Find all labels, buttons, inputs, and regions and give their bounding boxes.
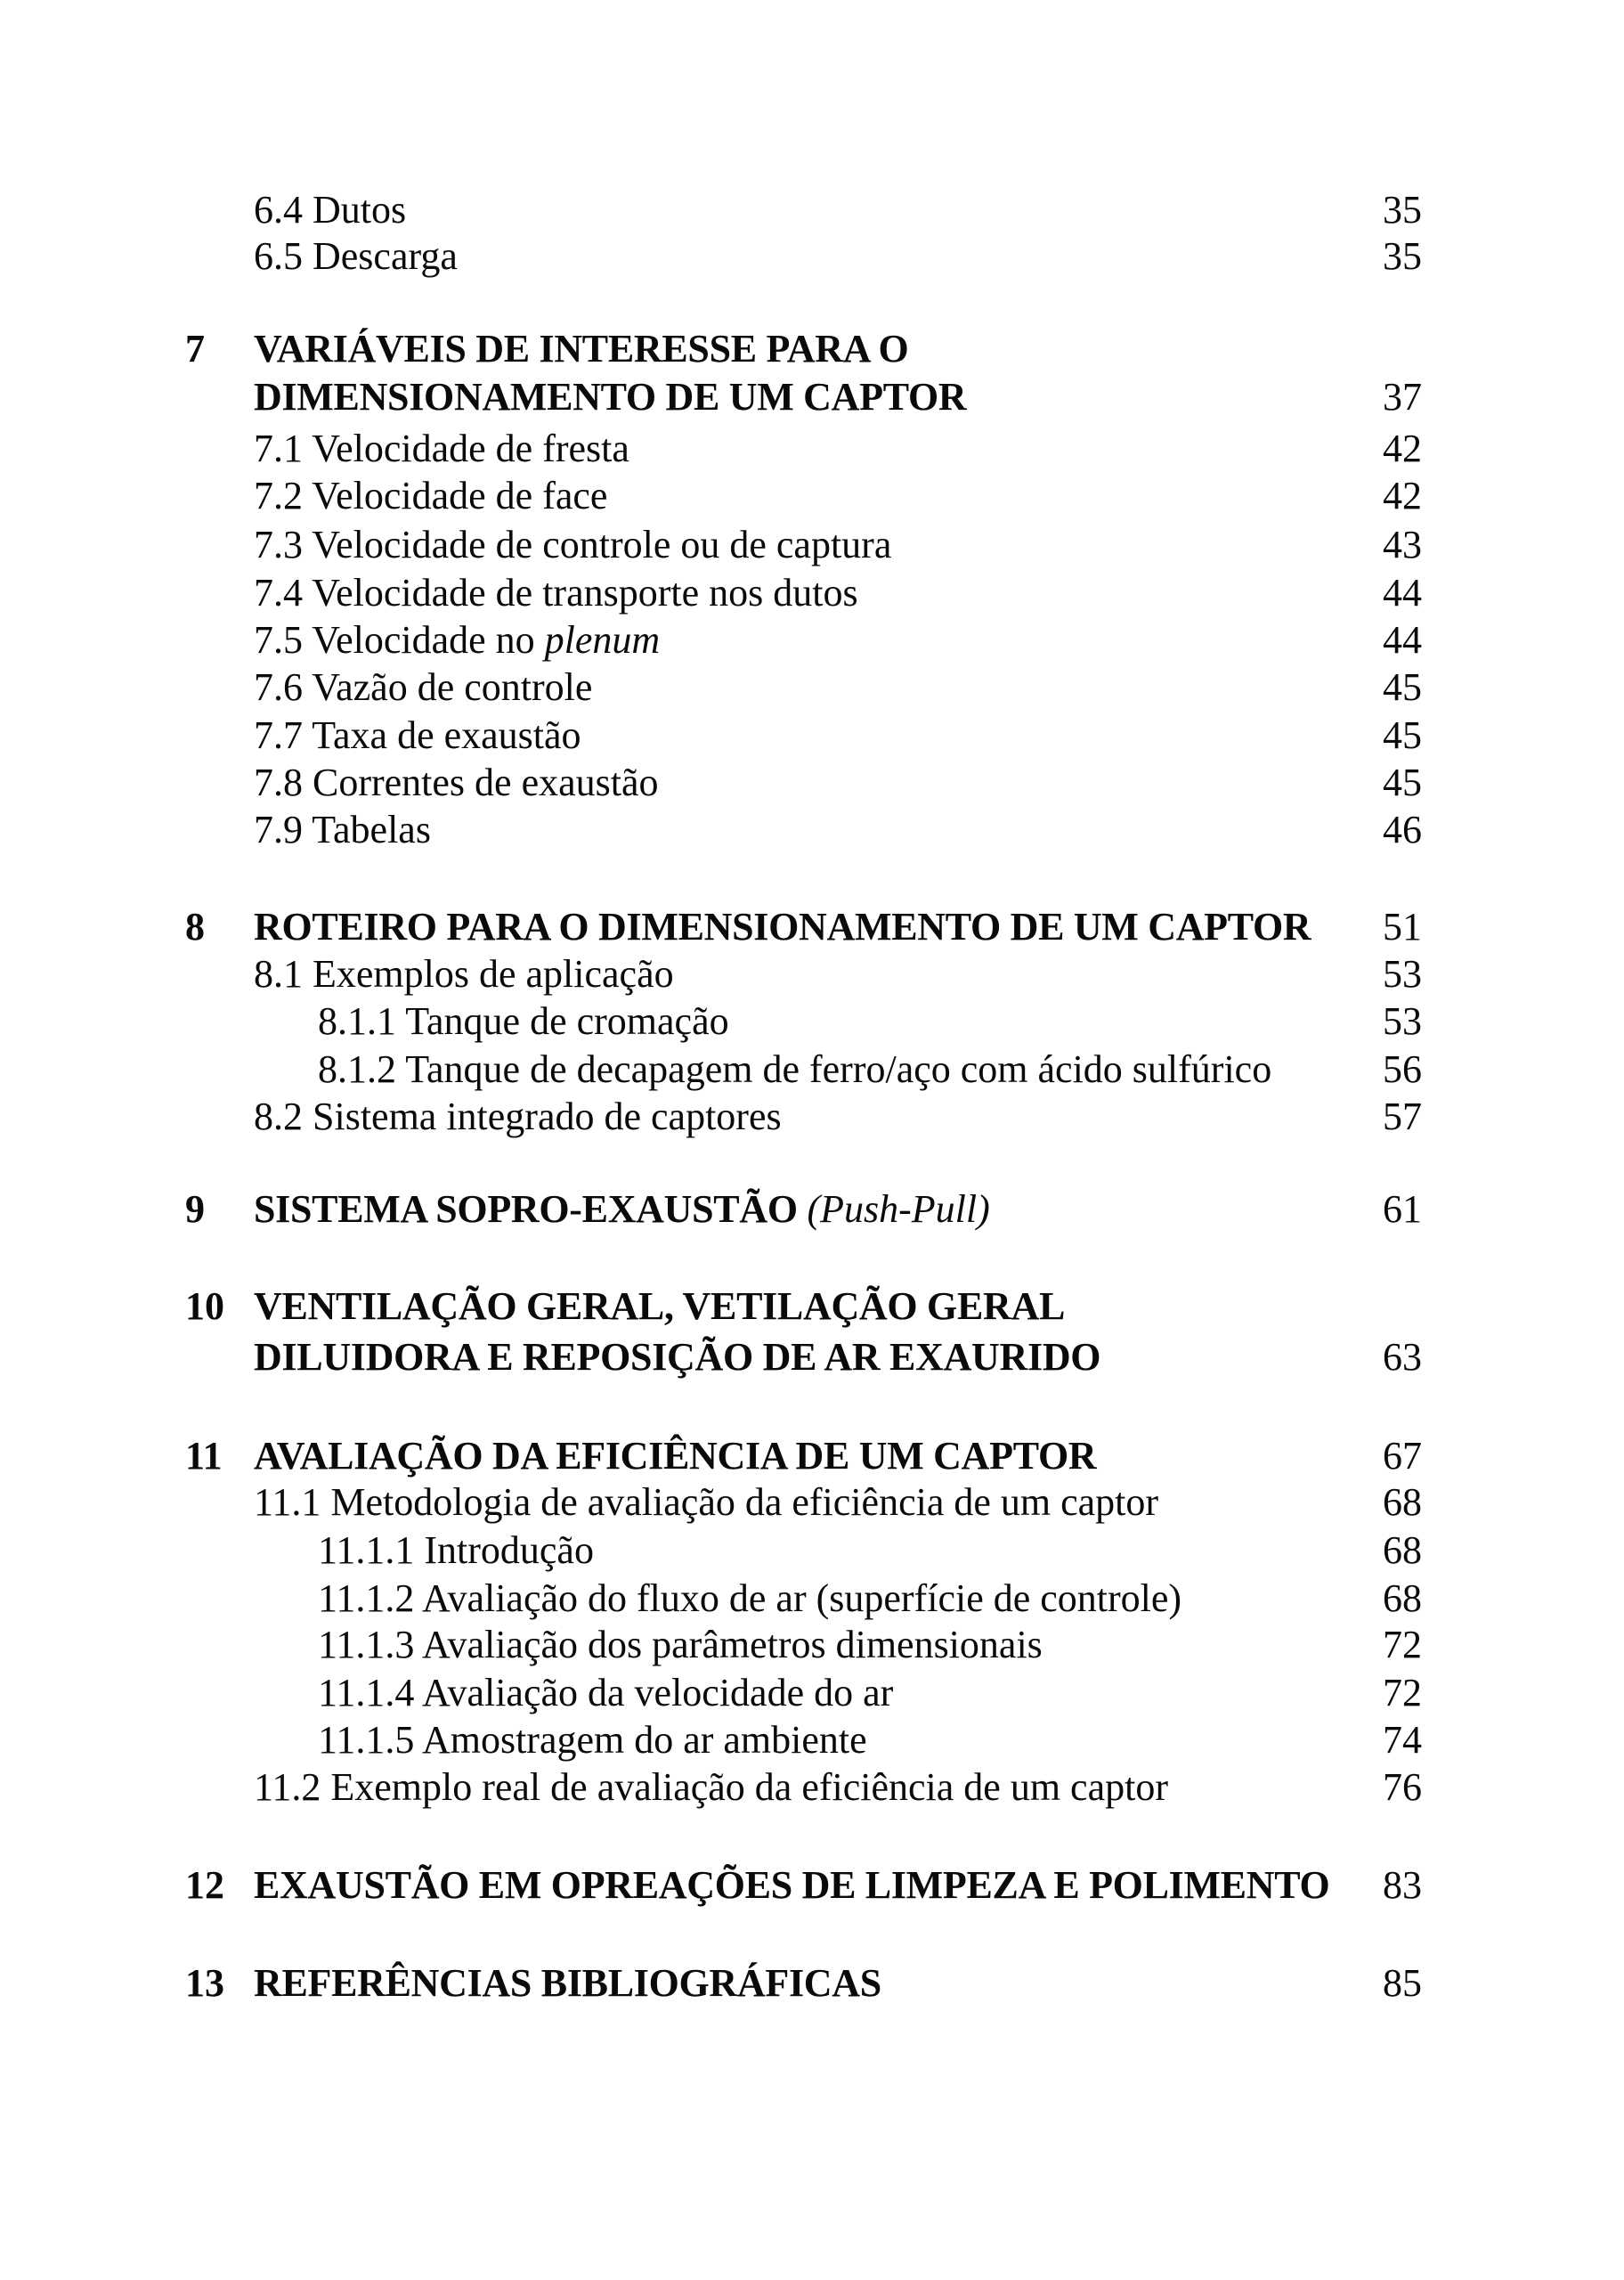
page-number: 74 <box>1383 1718 1422 1762</box>
toc-row <box>0 1527 1624 1575</box>
toc-row <box>0 1432 1624 1480</box>
toc-entry-text: 6.5 Descarga <box>254 234 458 278</box>
toc-entry-text: 8.1.2 Tanque de decapagem de ferro/aço com ácido sulfúrico <box>318 1047 1272 1091</box>
toc-entry-text: VARIÁVEIS DE INTERESSE PARA O <box>254 327 909 370</box>
toc-row <box>0 1621 1624 1669</box>
toc-entry-label <box>254 325 908 373</box>
page-number: 42 <box>1383 427 1422 470</box>
toc-row <box>0 373 1624 421</box>
toc-entry-label <box>254 616 660 664</box>
toc-entry-text: ROTEIRO PARA O DIMENSIONAMENTO DE UM CAPTOR <box>254 905 1311 949</box>
toc-entry-text: DILUIDORA E REPOSIÇÃO DE AR EXAURIDO <box>254 1335 1101 1379</box>
toc-row <box>0 806 1624 854</box>
toc-entry-label <box>254 712 581 760</box>
toc-entry-label <box>254 759 659 807</box>
page-number: 42 <box>1383 474 1422 517</box>
page-number: 45 <box>1383 665 1422 709</box>
toc-entry-text: 8.1 Exemplos de aplicação <box>254 952 674 996</box>
toc-row <box>0 1716 1624 1764</box>
toc-entry-label <box>318 998 729 1046</box>
page-number: 85 <box>1383 1961 1422 2005</box>
page-number: 45 <box>1383 713 1422 757</box>
page-number: 68 <box>1383 1576 1422 1620</box>
toc-row <box>0 1093 1624 1141</box>
toc-row <box>0 998 1624 1046</box>
toc-entry-text: 7.6 Vazão de controle <box>254 665 593 709</box>
toc-entry-label <box>254 950 674 998</box>
page-number: 35 <box>1383 188 1422 232</box>
toc-entry-label <box>318 1716 867 1764</box>
toc-row <box>0 325 1624 373</box>
toc-entry-text-italic: (Push-Pull) <box>807 1187 990 1231</box>
toc-entry-label <box>254 521 891 569</box>
toc-entry-text: REFERÊNCIAS BIBLIOGRÁFICAS <box>254 1961 881 2005</box>
toc-entry-text: 7.9 Tabelas <box>254 808 431 851</box>
toc-entry-label <box>254 1861 1329 1910</box>
page-number: 68 <box>1383 1528 1422 1572</box>
toc-entry-text: 7.7 Taxa de exaustão <box>254 713 581 757</box>
toc-row <box>0 1282 1624 1331</box>
page-number: 46 <box>1383 808 1422 851</box>
toc-entry-label <box>254 1478 1158 1527</box>
toc-entry-text: 7.5 Velocidade no <box>254 618 545 662</box>
toc-entry-label <box>254 1185 990 1234</box>
toc-entry-label <box>254 1959 881 2007</box>
toc-entry-label <box>254 1282 1065 1331</box>
toc-entry-label <box>318 1669 893 1717</box>
toc-entry-text: DIMENSIONAMENTO DE UM CAPTOR <box>254 375 967 419</box>
page-number: 45 <box>1383 761 1422 804</box>
toc-entry-label <box>318 1621 1043 1669</box>
page-number: 83 <box>1383 1863 1422 1907</box>
page-number: 53 <box>1383 999 1422 1043</box>
toc-entry-text: 11.2 Exemplo real de avaliação da eficiência de um captor <box>254 1765 1168 1809</box>
toc-row <box>0 1333 1624 1381</box>
page-number: 44 <box>1383 618 1422 662</box>
page-number: 51 <box>1383 905 1422 949</box>
toc-entry-label <box>254 1333 1100 1381</box>
toc-row <box>0 1763 1624 1812</box>
toc-row <box>0 1046 1624 1094</box>
toc-entry-text: 11.1.5 Amostragem do ar ambiente <box>318 1718 867 1762</box>
toc-row <box>0 664 1624 712</box>
toc-entry-text: 7.8 Correntes de exaustão <box>254 761 659 804</box>
toc-entry-text: AVALIAÇÃO DA EFICIÊNCIA DE UM CAPTOR <box>254 1434 1097 1478</box>
toc-entry-text: 11.1.2 Avaliação do fluxo de ar (superfície de controle) <box>318 1576 1182 1620</box>
toc-entry-text: VENTILAÇÃO GERAL, VETILAÇÃO GERAL <box>254 1284 1066 1328</box>
toc-row <box>0 712 1624 760</box>
toc-entry-label <box>254 1432 1096 1480</box>
toc-entry-label <box>254 1763 1168 1812</box>
section-number: 8 <box>185 905 205 949</box>
page-number: 57 <box>1383 1095 1422 1138</box>
toc-entry-label <box>254 373 966 421</box>
page-number: 61 <box>1383 1187 1422 1231</box>
toc-entry-text: 8.2 Sistema integrado de captores <box>254 1095 782 1138</box>
page-number: 37 <box>1383 375 1422 419</box>
toc-row <box>0 1478 1624 1527</box>
toc-row <box>0 1185 1624 1234</box>
toc-row <box>0 232 1624 281</box>
toc-entry-label <box>254 806 431 854</box>
page-number: 53 <box>1383 952 1422 996</box>
page-number: 72 <box>1383 1623 1422 1666</box>
toc-row <box>0 521 1624 569</box>
toc-row <box>0 1959 1624 2007</box>
toc-row <box>0 1669 1624 1717</box>
toc-entry-label <box>254 425 629 473</box>
toc-entry-text: SISTEMA SOPRO-EXAUSTÃO <box>254 1187 808 1231</box>
toc-entry-label <box>254 232 458 281</box>
toc-row <box>0 425 1624 473</box>
toc-entry-label <box>254 664 592 712</box>
toc-entry-label <box>318 1527 594 1575</box>
toc-entry-label <box>254 186 406 234</box>
page-number: 35 <box>1383 234 1422 278</box>
toc-entry-label <box>318 1575 1181 1623</box>
section-number: 12 <box>185 1863 224 1907</box>
toc-entry-label <box>254 903 1311 951</box>
page-number: 67 <box>1383 1434 1422 1478</box>
toc-entry-label <box>254 1093 782 1141</box>
page-number: 56 <box>1383 1047 1422 1091</box>
toc-entry-text-italic: plenum <box>544 618 661 662</box>
toc-row <box>0 950 1624 998</box>
toc-row <box>0 903 1624 951</box>
toc-entry-text: EXAUSTÃO EM OPREAÇÕES DE LIMPEZA E POLIMENTO <box>254 1863 1330 1907</box>
toc-entry-text: 7.1 Velocidade de fresta <box>254 427 629 470</box>
toc-entry-label <box>318 1046 1271 1094</box>
toc-row <box>0 759 1624 807</box>
page-number: 63 <box>1383 1335 1422 1379</box>
page-number: 68 <box>1383 1480 1422 1524</box>
toc-entry-text: 7.2 Velocidade de face <box>254 474 608 517</box>
toc-entry-text: 8.1.1 Tanque de cromação <box>318 999 729 1043</box>
toc-entry-text: 11.1.3 Avaliação dos parâmetros dimensionais <box>318 1623 1043 1666</box>
toc-entry-label <box>254 472 607 520</box>
toc-row <box>0 472 1624 520</box>
toc-row <box>0 616 1624 664</box>
toc-entry-text: 7.3 Velocidade de controle ou de captura <box>254 523 892 566</box>
toc-row <box>0 569 1624 617</box>
section-number: 7 <box>185 327 205 370</box>
page-number: 72 <box>1383 1671 1422 1714</box>
toc-row <box>0 1861 1624 1910</box>
section-number: 13 <box>185 1961 224 2005</box>
page-number: 76 <box>1383 1765 1422 1809</box>
section-number: 10 <box>185 1284 224 1328</box>
toc-entry-text: 6.4 Dutos <box>254 188 407 232</box>
section-number: 9 <box>185 1187 205 1231</box>
toc-entry-text: 7.4 Velocidade de transporte nos dutos <box>254 571 858 615</box>
section-number: 11 <box>185 1434 223 1478</box>
toc-row <box>0 186 1624 234</box>
page-number: 43 <box>1383 523 1422 566</box>
toc-entry-label <box>254 569 858 617</box>
page-number: 44 <box>1383 571 1422 615</box>
toc-row <box>0 1575 1624 1623</box>
toc-entry-text: 11.1.4 Avaliação da velocidade do ar <box>318 1671 894 1714</box>
toc-entry-text: 11.1 Metodologia de avaliação da eficiência de um captor <box>254 1480 1159 1524</box>
toc-entry-text: 11.1.1 Introdução <box>318 1528 594 1572</box>
